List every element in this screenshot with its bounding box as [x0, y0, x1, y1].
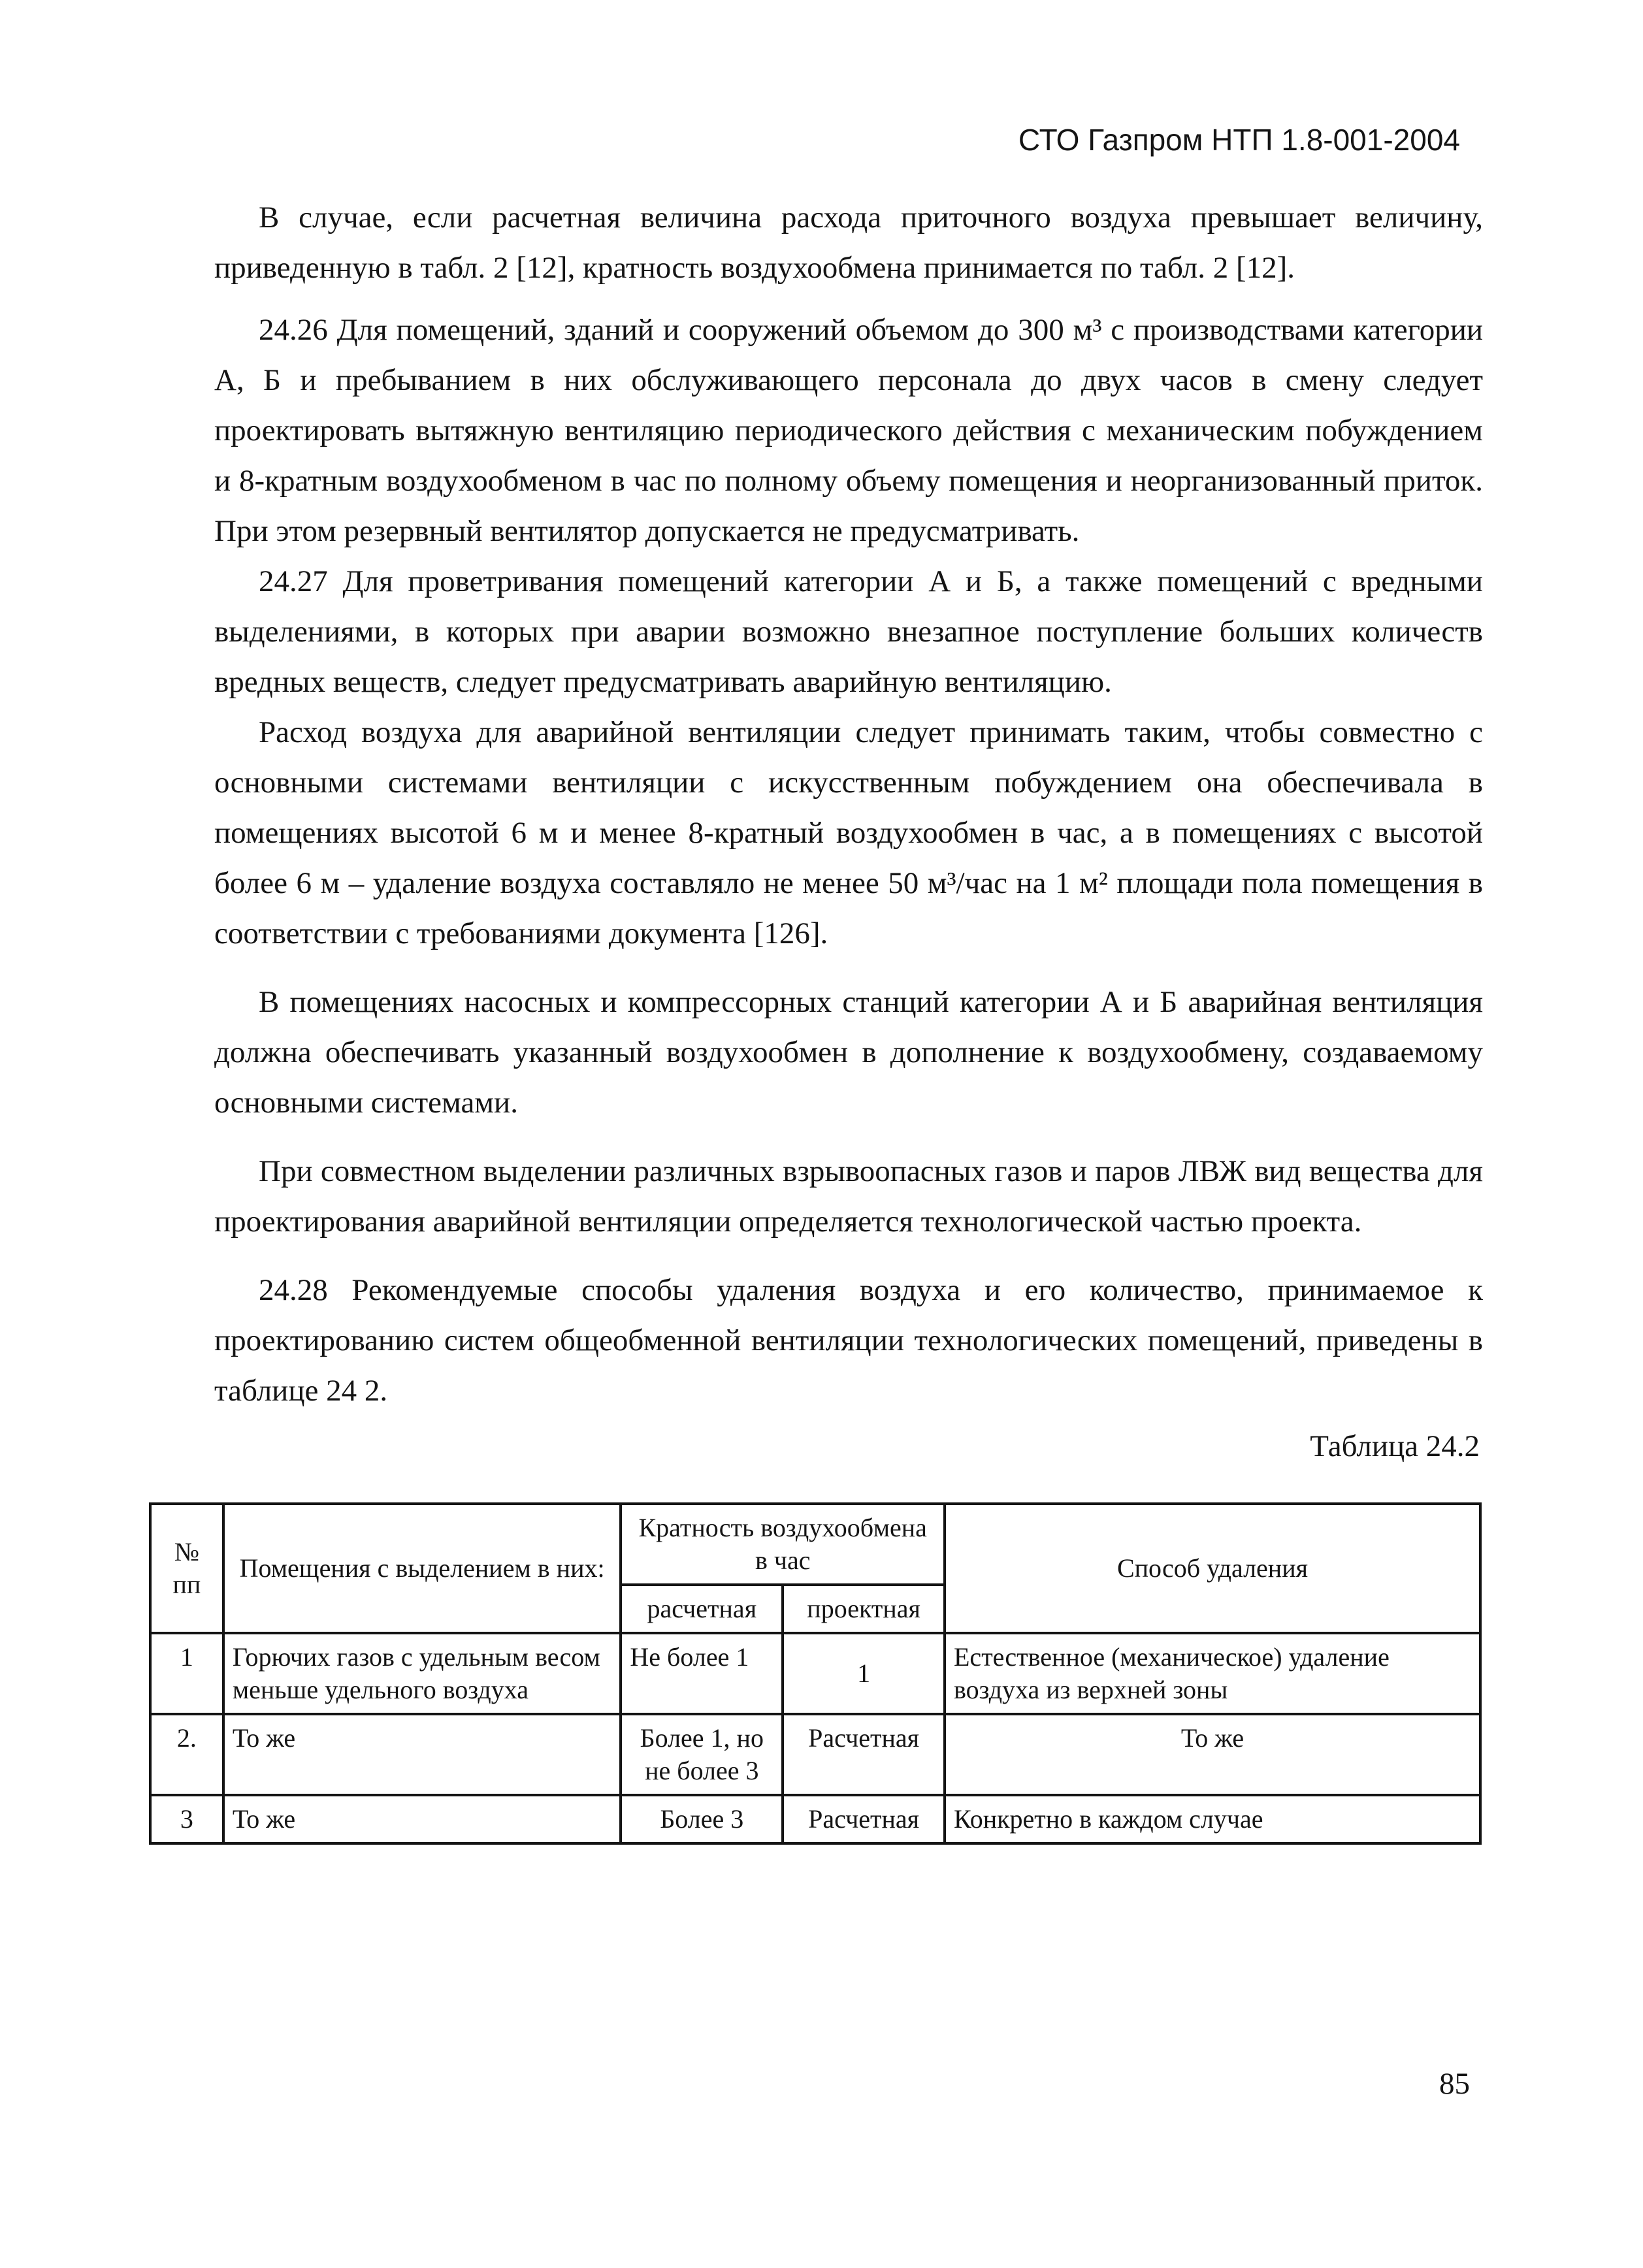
paragraph-combined-emission: При совместном выделении различных взрывоопасных газов и паров ЛВЖ вид вещества для проектирования аварийной вентиляции определяется технологической частью проекта. — [214, 1154, 1483, 1239]
header-rate-design: проектная — [783, 1585, 945, 1633]
cell-calc: Более 1, но не более 3 — [621, 1714, 783, 1795]
header-method: Способ удаления — [945, 1504, 1480, 1633]
paragraph-1: В случае, если расчетная величина расхода приточного воздуха превышает величину, приведенную в табл. 2 [12], кратность воздухообмена принимается по табл. 2 [12]. — [214, 201, 1483, 285]
paragraph-pumping-stations: В помещениях насосных и компрессорных станций категории А и Б аварийная вентиляция должна обеспечивать указанный воздухообмен в дополнение к воздухообмену, создаваемому основными системами. — [214, 985, 1483, 1120]
paragraph-emergency-airflow: Расход воздуха для аварийной вентиляции следует принимать таким, чтобы совместно с основными системами вентиляции с искусственным побуждением она обеспечивала в помещениях высотой 6 м и менее 8-кратный воздухообмен в час, а в помещениях с высотой более 6 м – удаление воздуха составляло не менее 50 м³/час на 1 м² площади пола помещения в соответствии с требованиями документа [126]. — [214, 715, 1483, 950]
cell-num: 3 — [150, 1795, 223, 1843]
body-text — [214, 193, 1483, 1434]
cell-method: То же — [945, 1714, 1480, 1795]
cell-method: Конкретно в каждом случае — [945, 1795, 1480, 1843]
paragraph-24-26: 24.26 Для помещений, зданий и сооружений объемом до 300 м³ с производствами категории А, Б и пребыванием в них обслуживающего персонала до двух часов в смену следует проектировать вытяжную вентиляцию периодического действия с механическим побуждением и 8-кратным воздухообменом в час по полному объему помещения и неорганизованный приток. При этом резервный вентилятор допускается не предусматривать. — [214, 313, 1483, 548]
cell-calc: Более 3 — [621, 1795, 783, 1843]
document-code-header: СТО Газпром НТП 1.8-001-2004 — [1018, 123, 1460, 157]
paragraph-24-27: 24.27 Для проветривания помещений категории А и Б, а также помещений с вредными выделениями, в которых при аварии возможно внезапное поступление больших количеств вредных веществ, следует предусматривать аварийную вентиляцию. — [214, 564, 1483, 699]
header-rate-group: Кратность воздухообмена в час — [621, 1504, 945, 1585]
cell-rooms: То же — [223, 1795, 621, 1843]
table-row — [150, 1714, 1480, 1795]
paragraph-24-28: 24.28 Рекомендуемые способы удаления воздуха и его количество, принимаемое к проектированию систем общеобменной вентиляции технологических помещений, приведены в таблице 24 2. — [214, 1273, 1483, 1408]
header-num: № пп — [150, 1504, 223, 1633]
cell-calc: Не более 1 — [621, 1633, 783, 1714]
header-rooms: Помещения с выделением в них: — [223, 1504, 621, 1633]
table-header-row — [150, 1504, 1480, 1585]
cell-design: Расчетная — [783, 1795, 945, 1843]
table-row — [150, 1795, 1480, 1843]
cell-design: 1 — [783, 1633, 945, 1714]
cell-method: Естественное (механическое) удаление воздуха из верхней зоны — [945, 1633, 1480, 1714]
cell-rooms: Горючих газов с удельным весом меньше удельного воздуха — [223, 1633, 621, 1714]
cell-rooms: То же — [223, 1714, 621, 1795]
table-row — [150, 1633, 1480, 1714]
page-number: 85 — [1439, 2067, 1470, 2101]
cell-design: Расчетная — [783, 1714, 945, 1795]
cell-num: 1 — [150, 1633, 223, 1714]
table-caption: Таблица 24.2 — [1310, 1429, 1480, 1463]
cell-num: 2. — [150, 1714, 223, 1795]
ventilation-table — [149, 1502, 1482, 1845]
header-rate-calc: расчетная — [621, 1585, 783, 1633]
